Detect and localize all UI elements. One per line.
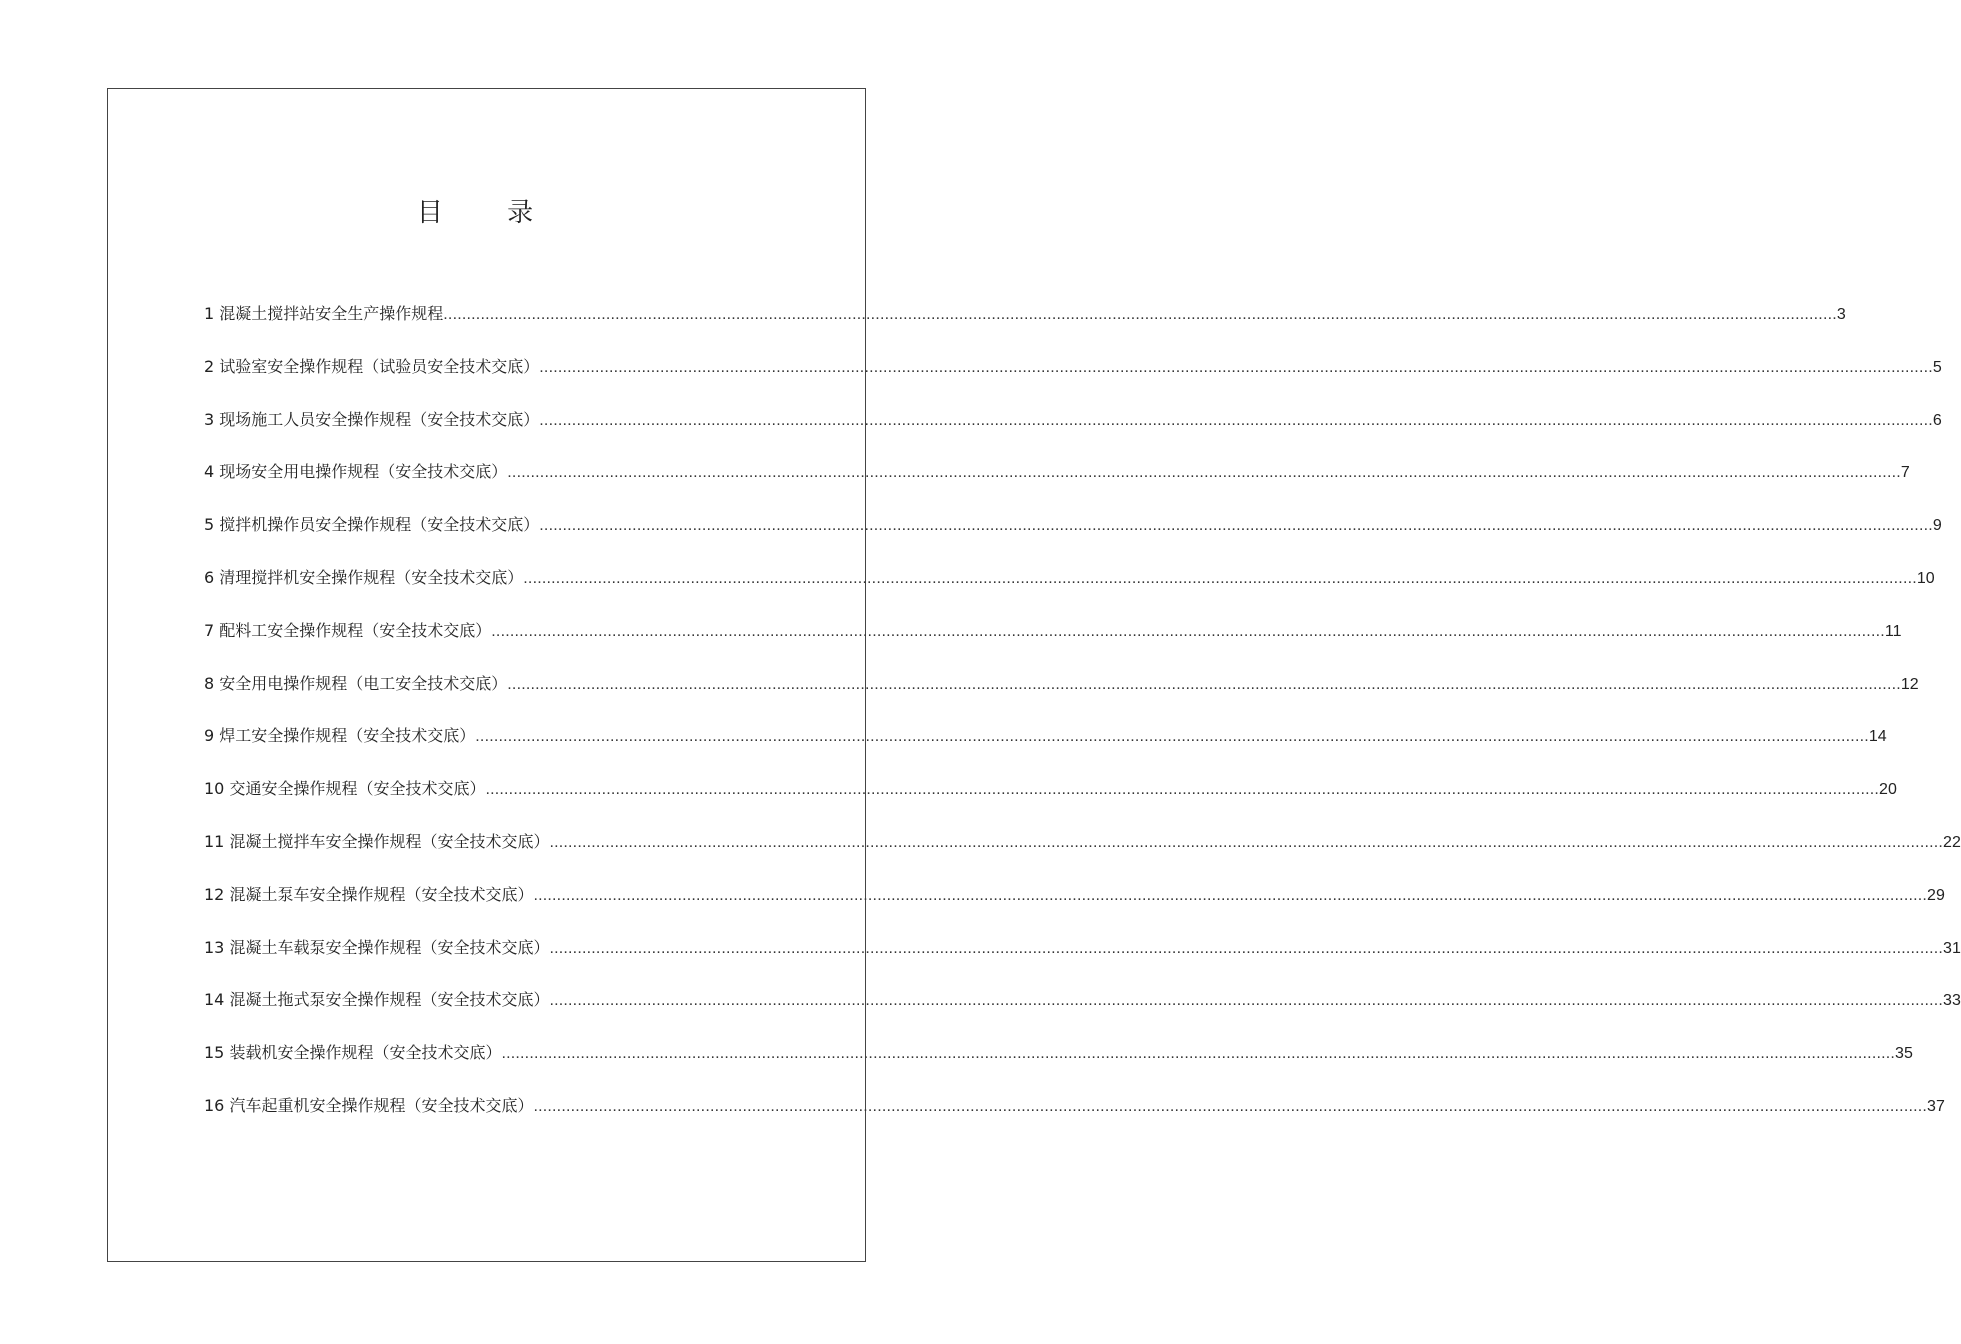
toc-leader-dots: ............................................................................................................................................................................................................................................................................................................	[549, 939, 1944, 957]
toc-entry-page: 12	[1900, 675, 1919, 693]
toc-leader-dots: ............................................................................................................................................................................................................................................................................................................	[549, 992, 1944, 1010]
toc-leader-dots: ............................................................................................................................................................................................................................................................................................................	[501, 1045, 1896, 1063]
toc-entry-page: 7	[1900, 464, 1910, 482]
toc-entry[interactable]	[204, 828, 1961, 881]
toc-entry-title: 2 试验室安全操作规程（试验员安全技术交底）	[204, 356, 540, 376]
toc-leader-dots: ............................................................................................................................................................................................................................................................................................................	[533, 886, 1928, 904]
toc-leader-dots: ............................................................................................................................................................................................................................................................................................................	[485, 781, 1880, 799]
toc-entry-title: 15 装载机安全操作规程（安全技术交底）	[204, 1043, 502, 1063]
toc-entry[interactable]	[204, 564, 1935, 617]
toc-leader-dots: ............................................................................................................................................................................................................................................................................................................	[549, 833, 1944, 851]
toc-entry-title: 16 汽车起重机安全操作规程（安全技术交底）	[204, 1095, 534, 1115]
toc-leader-dots: ............................................................................................................................................................................................................................................................................................................	[475, 728, 1869, 746]
toc-entry[interactable]	[204, 1092, 1945, 1145]
toc-entry[interactable]	[204, 670, 1919, 723]
toc-leader-dots: ............................................................................................................................................................................................................................................................................................................	[539, 411, 1933, 429]
toc-leader-dots: ............................................................................................................................................................................................................................................................................................................	[443, 306, 1837, 323]
toc-entry[interactable]	[204, 406, 1942, 459]
toc-entry-title: 13 混凝土车载泵安全操作规程（安全技术交底）	[204, 937, 550, 957]
toc-entry[interactable]	[204, 881, 1945, 934]
toc-leader-dots: ............................................................................................................................................................................................................................................................................................................	[491, 622, 1885, 640]
toc-entry-title: 8 安全用电操作规程（电工安全技术交底）	[204, 673, 508, 693]
toc-entry-page: 11	[1884, 622, 1902, 640]
toc-entry-title: 11 混凝土搅拌车安全操作规程（安全技术交底）	[204, 831, 550, 851]
toc-entry[interactable]	[204, 775, 1897, 828]
toc-entry-page: 29	[1927, 886, 1945, 904]
toc-entry-page: 22	[1943, 833, 1961, 851]
toc-entry[interactable]	[204, 986, 1961, 1039]
toc-entry[interactable]	[204, 722, 1887, 775]
toc-entry-page: 5	[1932, 358, 1942, 376]
toc-leader-dots: ............................................................................................................................................................................................................................................................................................................	[523, 569, 1917, 587]
toc-entry-title: 6 清理搅拌机安全操作规程（安全技术交底）	[204, 567, 524, 587]
toc-entry-page: 6	[1932, 411, 1942, 429]
toc-entry[interactable]	[204, 511, 1942, 564]
toc-entry[interactable]	[204, 300, 1846, 353]
toc-entry-title: 9 焊工安全操作规程（安全技术交底）	[204, 726, 476, 746]
toc-list	[204, 300, 1961, 1145]
toc-entry-title: 7 配料工安全操作规程（安全技术交底）	[204, 620, 492, 640]
toc-leader-dots: ............................................................................................................................................................................................................................................................................................................	[539, 358, 1933, 376]
toc-entry-page: 20	[1879, 781, 1897, 799]
toc-entry-title: 10 交通安全操作规程（安全技术交底）	[204, 779, 486, 799]
toc-leader-dots: ............................................................................................................................................................................................................................................................................................................	[539, 517, 1933, 535]
toc-entry-page: 9	[1932, 517, 1942, 535]
toc-entry-page: 3	[1836, 306, 1846, 323]
toc-leader-dots: ............................................................................................................................................................................................................................................................................................................	[533, 1097, 1928, 1115]
toc-leader-dots: ............................................................................................................................................................................................................................................................................................................	[507, 464, 1901, 482]
toc-leader-dots: ............................................................................................................................................................................................................................................................................................................	[507, 675, 1901, 693]
toc-entry-title: 3 现场施工人员安全操作规程（安全技术交底）	[204, 409, 540, 429]
toc-entry-page: 10	[1916, 569, 1935, 587]
toc-entry-title: 1 混凝土搅拌站安全生产操作规程	[204, 304, 444, 323]
toc-entry-page: 37	[1927, 1097, 1945, 1115]
toc-entry[interactable]	[204, 353, 1942, 406]
toc-entry[interactable]	[204, 934, 1961, 987]
toc-entry[interactable]	[204, 617, 1902, 670]
toc-entry-title: 4 现场安全用电操作规程（安全技术交底）	[204, 462, 508, 482]
toc-entry-page: 35	[1895, 1045, 1913, 1063]
toc-entry-title: 12 混凝土泵车安全操作规程（安全技术交底）	[204, 884, 534, 904]
toc-title: 目 录	[416, 198, 562, 228]
toc-entry-page: 33	[1943, 992, 1961, 1010]
toc-entry-page: 31	[1943, 939, 1961, 957]
toc-entry-title: 14 混凝土拖式泵安全操作规程（安全技术交底）	[204, 990, 550, 1010]
toc-entry[interactable]	[204, 1039, 1913, 1092]
toc-entry[interactable]	[204, 458, 1910, 511]
toc-entry-page: 14	[1868, 728, 1887, 746]
toc-entry-title: 5 搅拌机操作员安全操作规程（安全技术交底）	[204, 515, 540, 535]
